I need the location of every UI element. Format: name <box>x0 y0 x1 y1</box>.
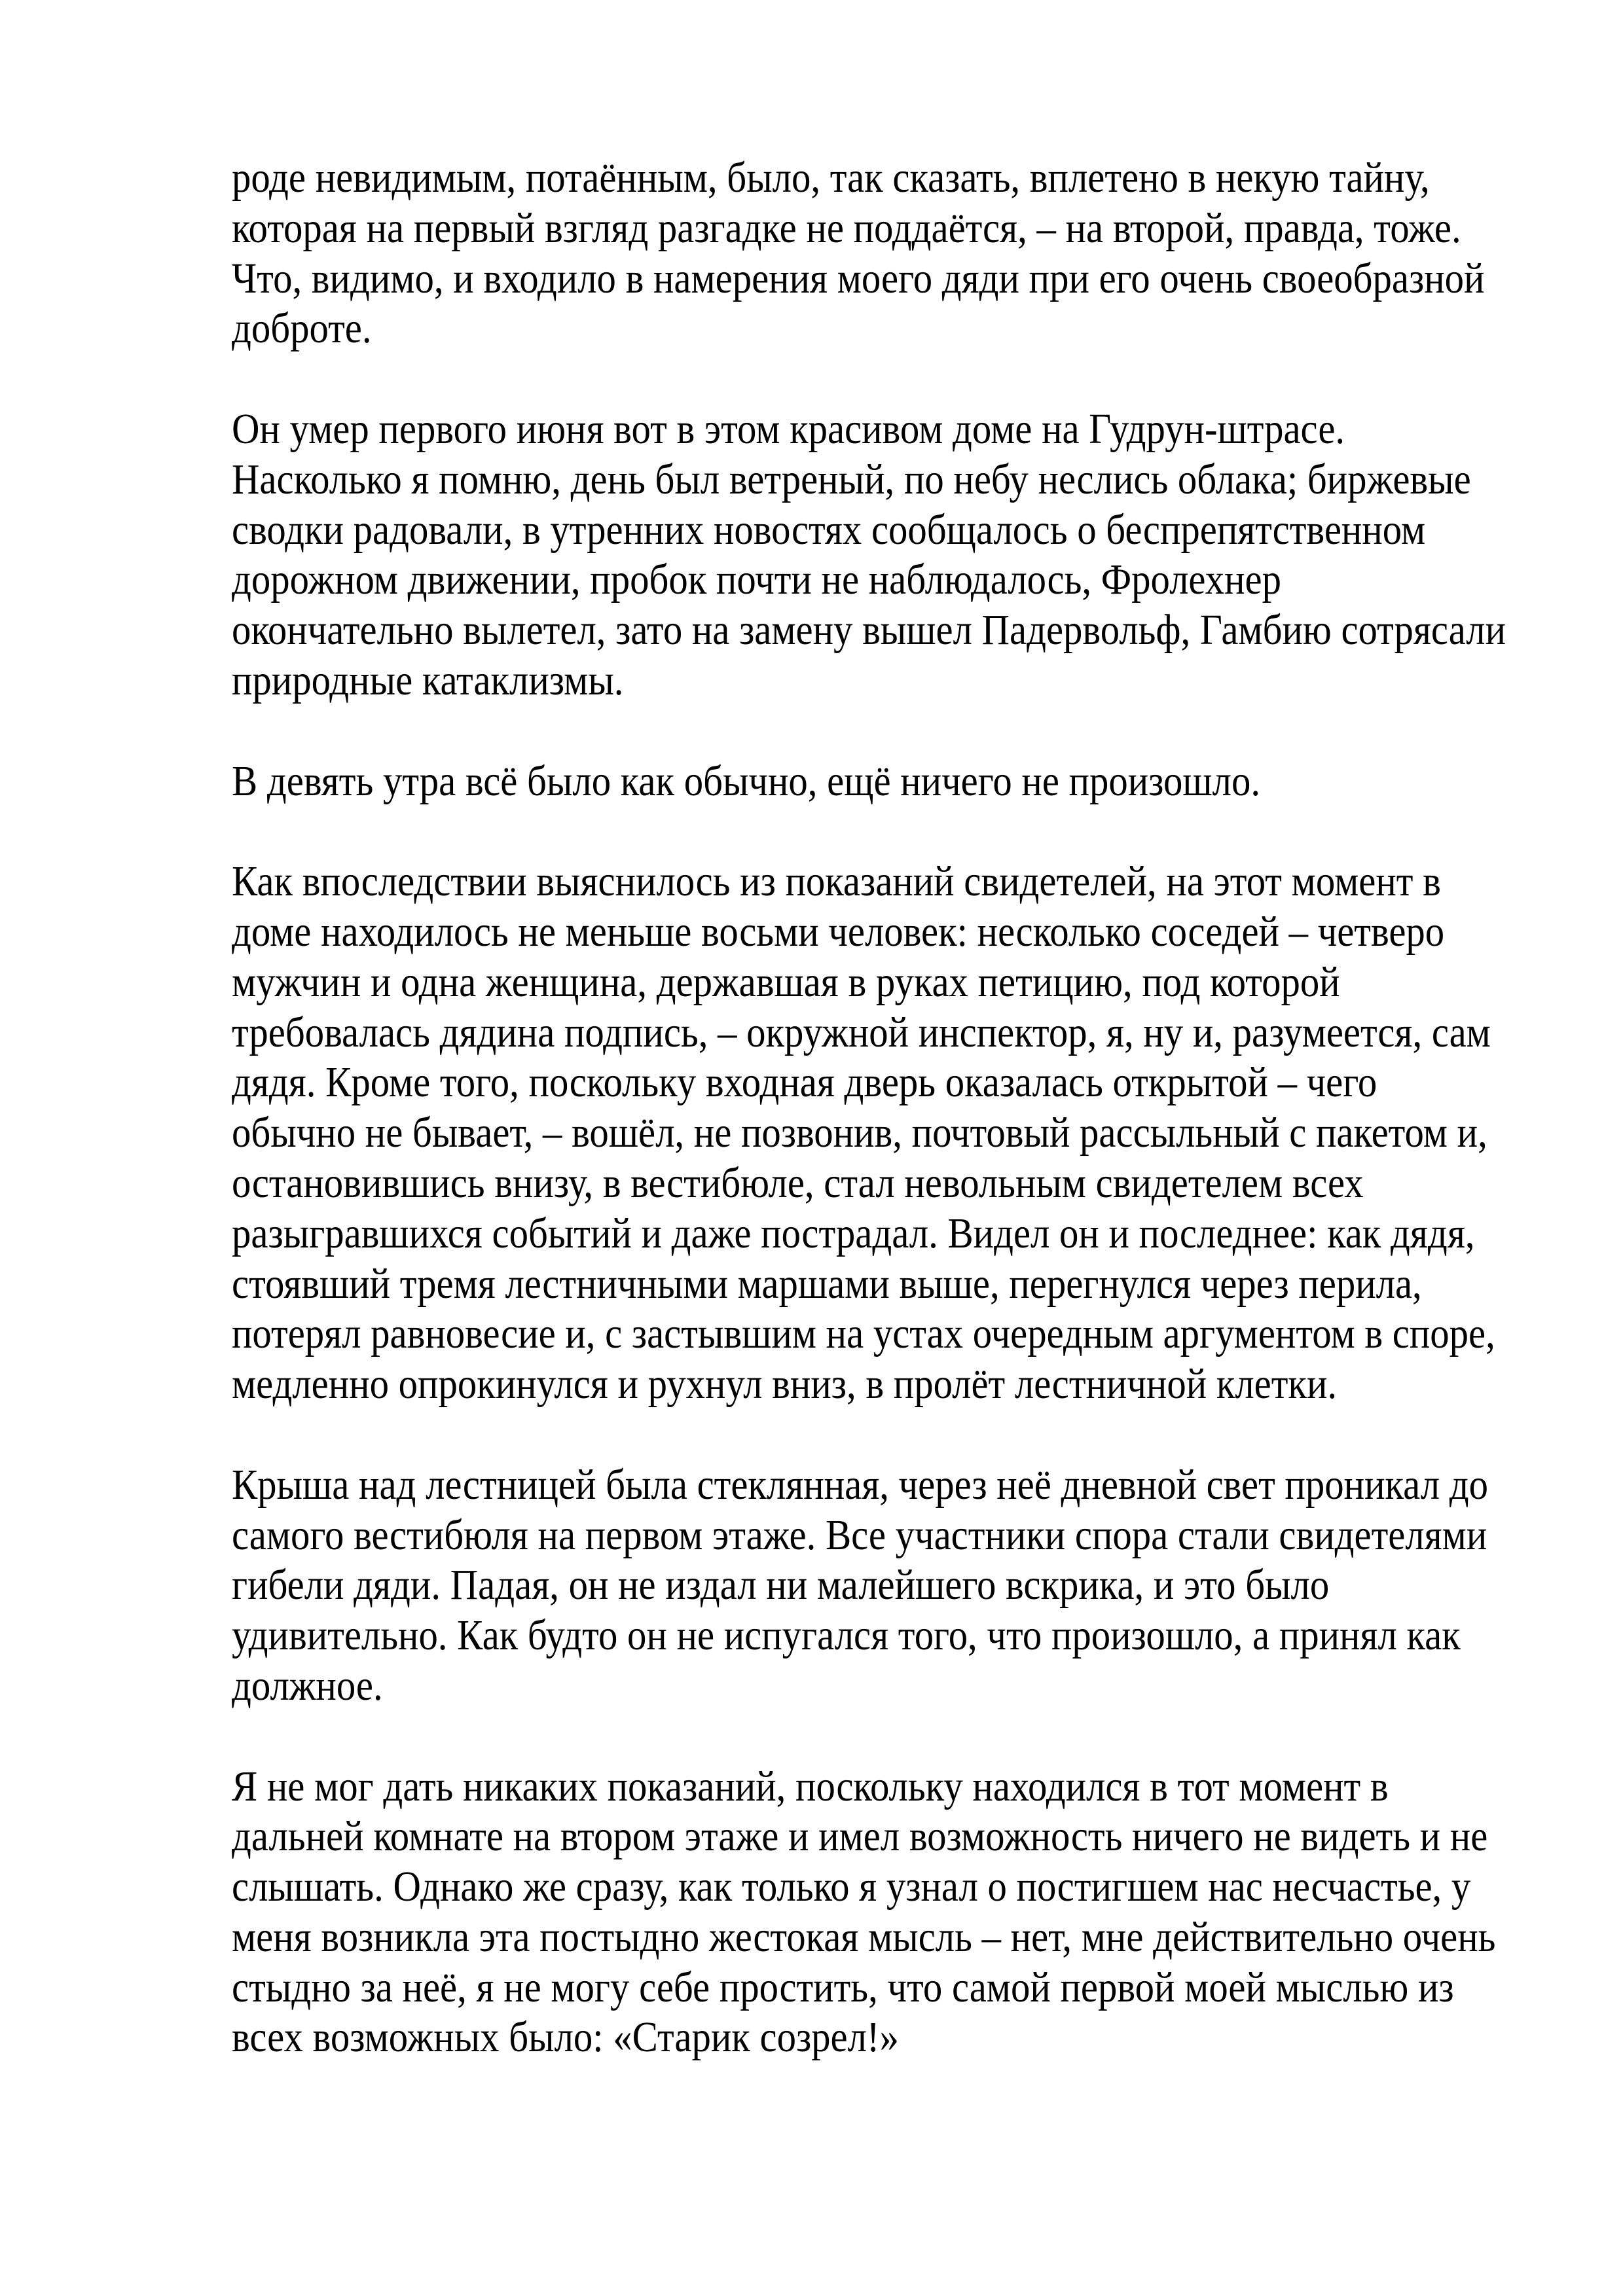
text-line: дядя. Кроме того, поскольку входная дверь оказалась открытой – чего <box>232 1058 1377 1107</box>
text-line: разыгравшихся событий и даже пострадал. Видел он и последнее: как дядя, <box>232 1209 1475 1257</box>
text-line: стоявший тремя лестничными маршами выше, перегнулся через перила, <box>232 1259 1422 1308</box>
text-block <box>232 153 1506 2113</box>
text-line: Я не мог дать никаких показаний, поскольку находился в тот момент в <box>232 1762 1389 1810</box>
text-line: Он умер первого июня вот в этом красивом доме на Гудрун-штрасе. <box>232 404 1345 453</box>
text-line: требовалась дядина подпись, – окружной инспектор, я, ну и, разумеется, сам <box>232 1008 1491 1056</box>
text-line: Крыша над лестницей была стеклянная, через неё дневной свет проникал до <box>232 1460 1489 1509</box>
text-line: медленно опрокинулся и рухнул вниз, в пролёт лестничной клетки. <box>232 1360 1338 1408</box>
text-line: всех возможных было: «Старик созрел!» <box>232 2013 899 2062</box>
text-line: окончательно вылетел, зато на замену вышел Падервольф, Гамбию сотрясали <box>232 606 1506 655</box>
paragraph <box>232 757 1339 807</box>
text-line: доброте. <box>232 304 372 353</box>
text-line: меня возникла эта постыдно жестокая мысль – нет, мне действительно очень <box>232 1912 1496 1961</box>
text-line: стыдно за неё, я не могу себе простить, что самой первой моей мыслью из <box>232 1963 1454 2011</box>
paragraph <box>232 404 1506 706</box>
text-line: потерял равновесие и, с застывшим на устах очередным аргументом в споре, <box>232 1310 1495 1358</box>
text-line: сводки радовали, в утренних новостях сообщалось о беспрепятственном <box>232 505 1426 554</box>
text-line: природные катаклизмы. <box>232 656 624 704</box>
text-line: должное. <box>232 1661 383 1710</box>
text-line: роде невидимым, потаённым, было, так сказать, вплетено в некую тайну, <box>232 154 1430 202</box>
text-line: В девять утра всё было как обычно, ещё ничего не произошло. <box>232 757 1261 805</box>
text-line: которая на первый взгляд разгадке не поддаётся, – на второй, правда, тоже. <box>232 204 1461 252</box>
text-line: слышать. Однако же сразу, как только я узнал о постигшем нас несчастье, у <box>232 1863 1471 1911</box>
paragraph <box>232 153 1485 354</box>
text-line: гибели дяди. Падая, он не издал ни малейшего вскрика, и это было <box>232 1561 1330 1609</box>
paragraph <box>232 1460 1489 1712</box>
text-line: доме находилось не меньше восьми человек: несколько соседей – четверо <box>232 907 1445 956</box>
text-line: дорожном движении, пробок почти не наблюдалось, Фролехнер <box>232 556 1281 604</box>
text-line: Что, видимо, и входило в намерения моего дяди при его очень своеобразной <box>232 254 1485 302</box>
paragraph <box>232 857 1495 1410</box>
text-line: обычно не бывает, – вошёл, не позвонив, почтовый рассыльный с пакетом и, <box>232 1109 1487 1157</box>
text-line: удивительно. Как будто он не испугался того, что произошло, а принял как <box>232 1611 1461 1660</box>
paragraph <box>232 1762 1496 2064</box>
text-line: остановившись внизу, в вестибюле, стал невольным свидетелем всех <box>232 1158 1364 1207</box>
text-line: дальней комнате на втором этаже и имел возможность ничего не видеть и не <box>232 1812 1488 1861</box>
text-line: самого вестибюля на первом этаже. Все участники спора стали свидетелями <box>232 1511 1487 1559</box>
text-line: Насколько я помню, день был ветреный, по небу неслись облака; биржевые <box>232 455 1471 503</box>
text-line: Как впоследствии выяснилось из показаний свидетелей, на этот момент в <box>232 857 1441 906</box>
text-line: мужчин и одна женщина, державшая в руках петицию, под которой <box>232 958 1340 1006</box>
